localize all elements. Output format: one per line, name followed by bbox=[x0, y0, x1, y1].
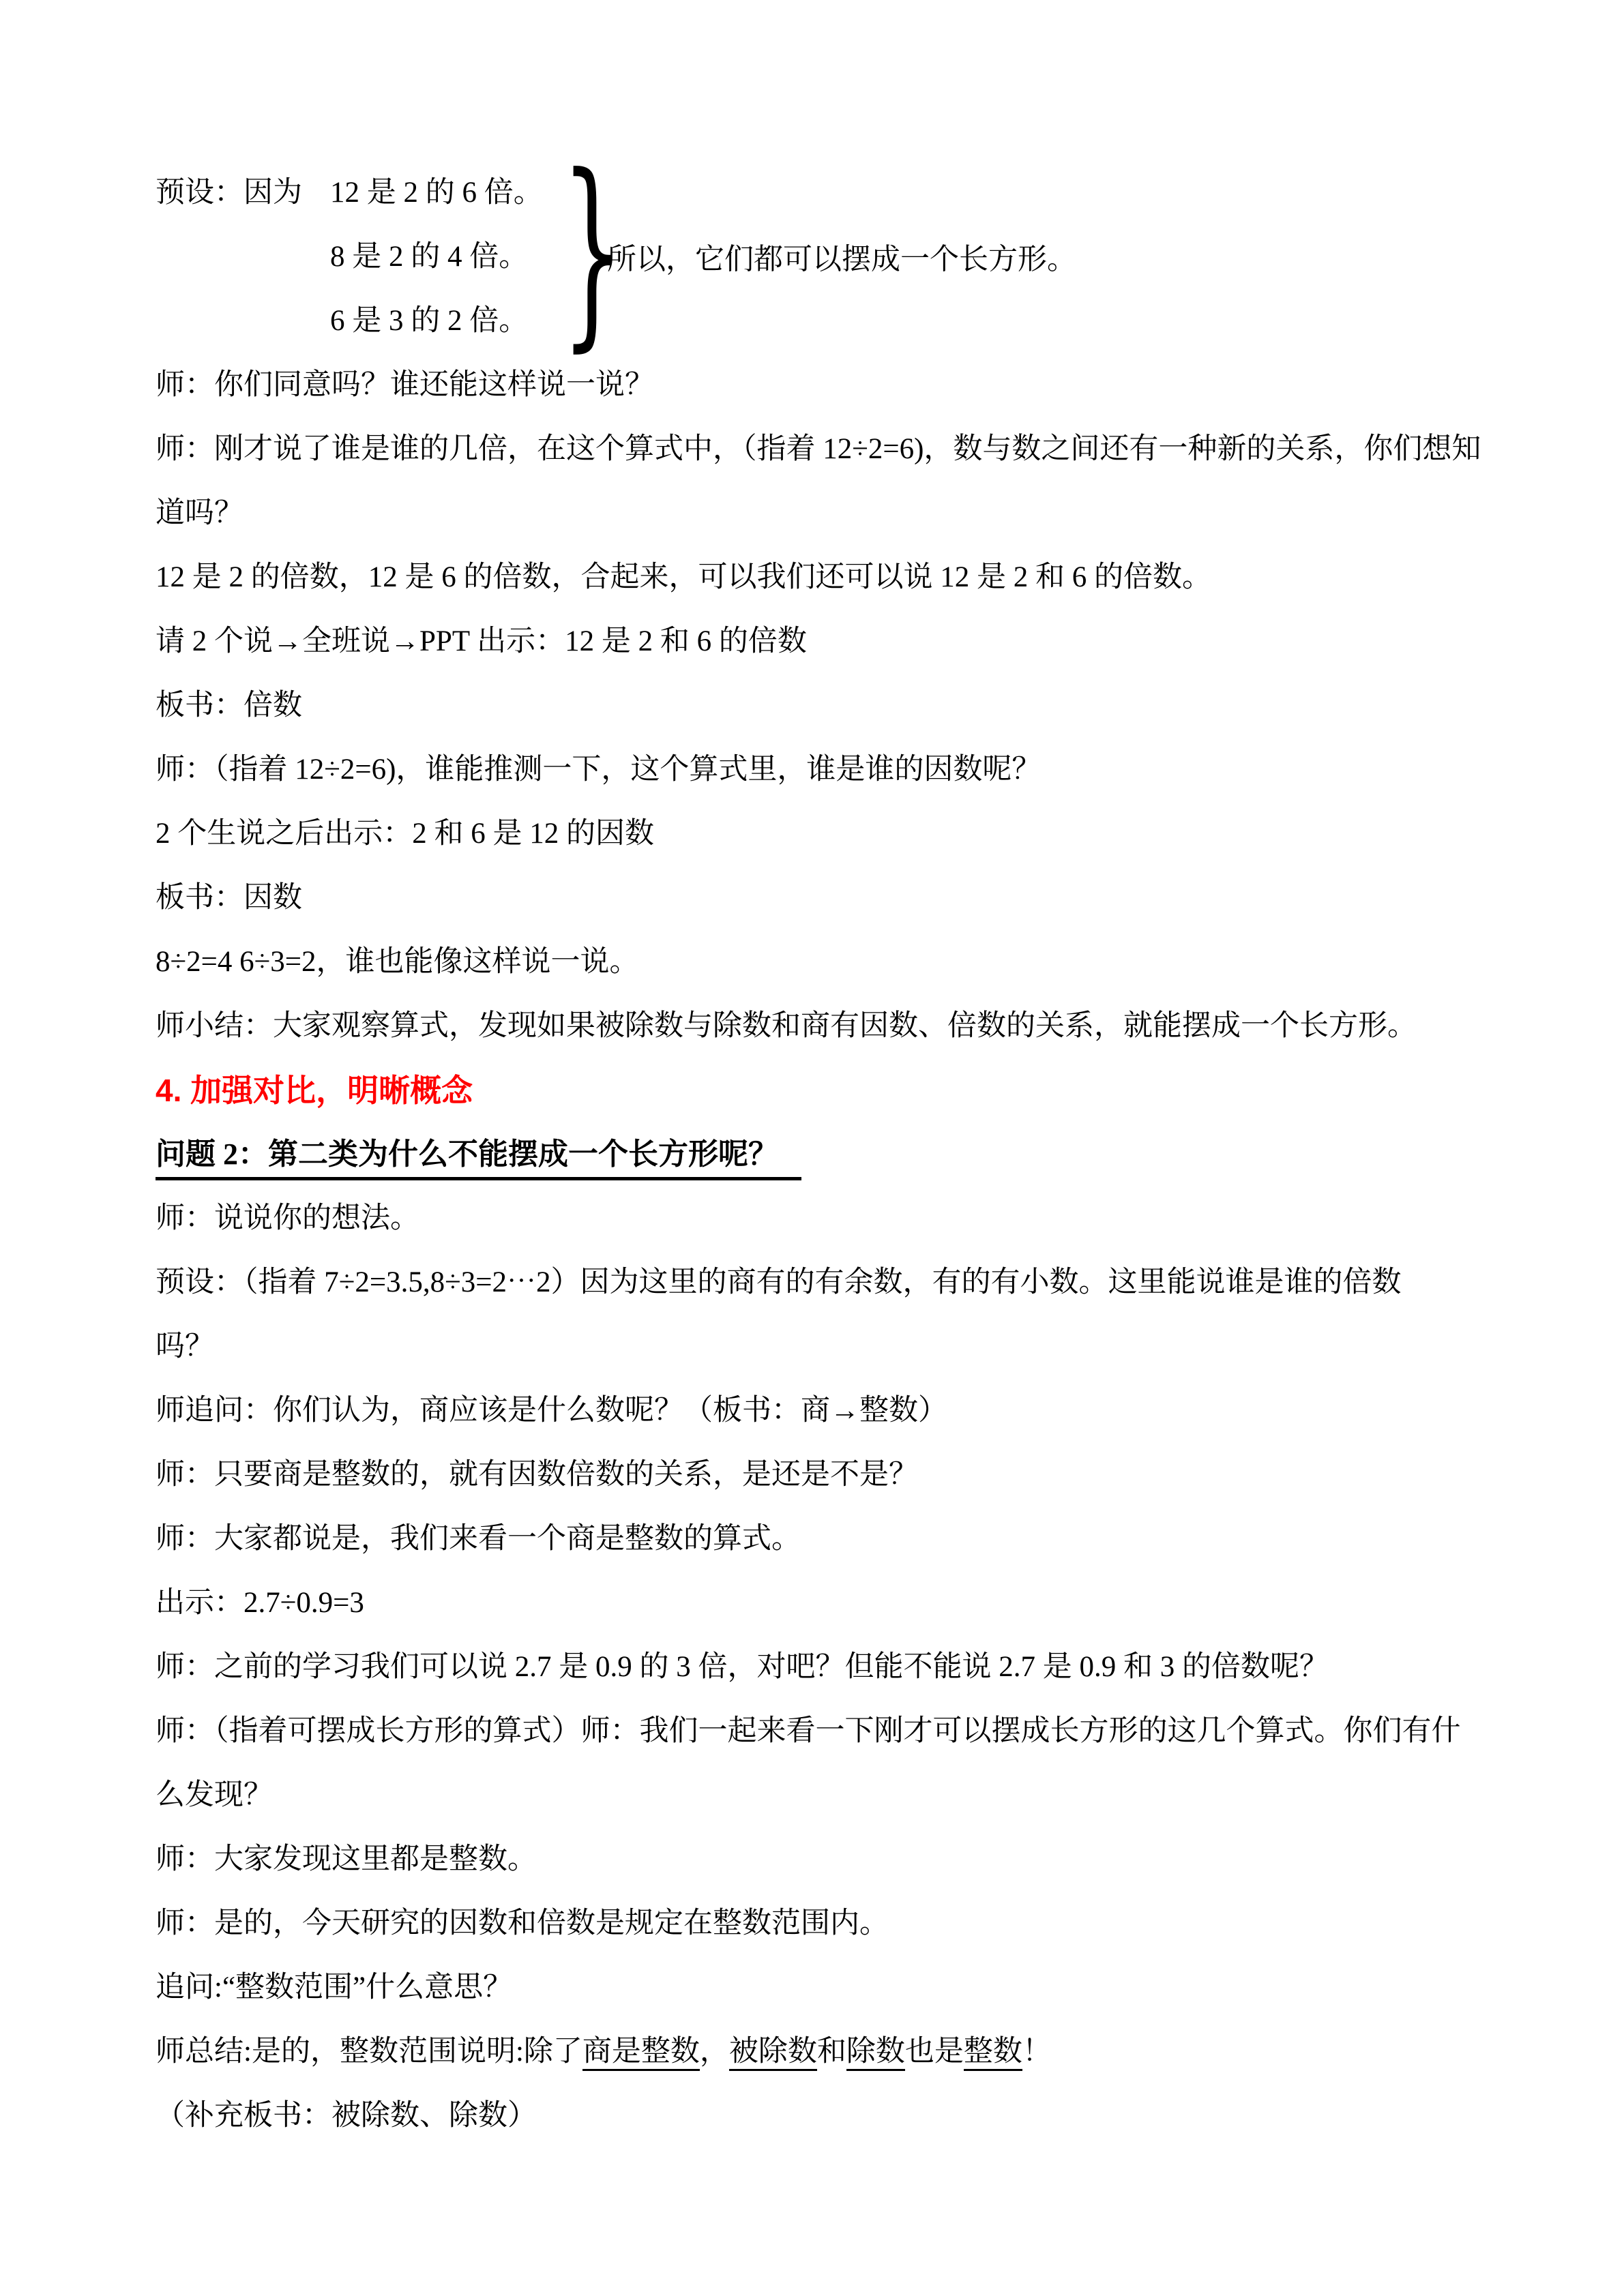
dialog-line: 师：刚才说了谁是谁的几倍，在这个算式中，（指着 12÷2=6)，数与数之间还有一种新的关系，你们想知 bbox=[156, 433, 1481, 465]
underlined-term: 除数 bbox=[846, 2036, 905, 2071]
right-curly-brace: } bbox=[561, 132, 624, 370]
summary-text: 也是 bbox=[904, 2036, 964, 2068]
preset-item: 8 是 2 的 4 倍。 bbox=[330, 241, 529, 273]
preset-item: 6 是 3 的 2 倍。 bbox=[330, 305, 529, 337]
dialog-line: 师小结：大家观察算式，发现如果被除数与除数和商有因数、倍数的关系，就能摆成一个长方形。 bbox=[156, 1010, 1417, 1042]
dialog-line: 师：你们同意吗？谁还能这样说一说？ bbox=[156, 369, 654, 401]
dialog-line: 师：只要商是整数的，就有因数倍数的关系，是还是不是？ bbox=[156, 1459, 918, 1491]
summary-text: 师总结:是的，整数范围说明:除了 bbox=[156, 2036, 582, 2068]
board-note-line: 板书：因数 bbox=[156, 882, 302, 914]
underlined-term: 被除数 bbox=[729, 2036, 817, 2071]
dialog-line: 2 个生说之后出示：2 和 6 是 12 的因数 bbox=[156, 818, 654, 850]
dialog-line: 追问:“整数范围”什么意思？ bbox=[156, 1971, 513, 2003]
preset-conclusion: 所以，它们都可以摆成一个长方形。 bbox=[607, 243, 1076, 276]
preset-label: 预设：因为 bbox=[156, 177, 302, 209]
dialog-line: 道吗？ bbox=[156, 497, 243, 529]
board-note-line: 板书：倍数 bbox=[156, 689, 302, 721]
dialog-line: 出示：2.7÷0.9=3 bbox=[156, 1587, 364, 1619]
underlined-term: 整数 bbox=[964, 2036, 1022, 2071]
dialog-line: 师：说说你的想法。 bbox=[156, 1202, 419, 1234]
summary-text: 和 bbox=[816, 2036, 846, 2068]
preset-reasoning-block bbox=[156, 132, 1488, 370]
dialog-line: 预设：（指着 7÷2=3.5,8÷3=2⋯2）因为这里的商有的有余数，有的有小数。这里能说谁是谁的倍数 bbox=[156, 1266, 1402, 1298]
preset-item: 12 是 2 的 6 倍。 bbox=[330, 177, 543, 209]
board-note-line: （补充板书：被除数、除数） bbox=[156, 2100, 537, 2132]
dialog-line: 师：大家都说是，我们来看一个商是整数的算式。 bbox=[156, 1523, 801, 1555]
dialog-line: 师：大家发现这里都是整数。 bbox=[156, 1843, 537, 1875]
summary-text: ， bbox=[699, 2036, 729, 2068]
dialog-line: 师：是的，今天研究的因数和倍数是规定在整数范围内。 bbox=[156, 1907, 889, 1939]
dialog-line: 师：（指着 12÷2=6)，谁能推测一下，这个算式里，谁是谁的因数呢？ bbox=[156, 754, 1042, 786]
dialog-line: 师：（指着可摆成长方形的算式）师：我们一起来看一下刚才可以摆成长方形的这几个算式。你们有什 bbox=[156, 1715, 1461, 1747]
dialog-line: 请 2 个说→全班说→PPT 出示：12 是 2 和 6 的倍数 bbox=[156, 625, 807, 657]
dialog-line: 么发现？ bbox=[156, 1779, 273, 1811]
section-heading: 4. 加强对比，明晰概念 bbox=[156, 1073, 473, 1108]
dialog-line: 师：之前的学习我们可以说 2.7 是 0.9 的 3 倍，对吧？但能不能说 2.7 是 0.9 和 3 的倍数呢？ bbox=[156, 1651, 1329, 1683]
dialog-line: 师追问：你们认为，商应该是什么数呢？（板书：商→整数） bbox=[156, 1395, 947, 1427]
underlined-term: 商是整数 bbox=[582, 2036, 700, 2071]
summary-text: ！ bbox=[1022, 2036, 1052, 2068]
question-heading-text: 问题 2：第二类为什么不能摆成一个长方形呢？ bbox=[156, 1129, 801, 1180]
summary-line bbox=[156, 2020, 1488, 2084]
dialog-line: 8÷2=4 6÷3=2，谁也能像这样说一说。 bbox=[156, 946, 639, 978]
question-heading bbox=[156, 1122, 1488, 1187]
dialog-line: 12 是 2 的倍数，12 是 6 的倍数，合起来，可以我们还可以说 12 是 2 和 6 的倍数。 bbox=[156, 561, 1211, 593]
dialog-line: 吗？ bbox=[156, 1330, 214, 1362]
